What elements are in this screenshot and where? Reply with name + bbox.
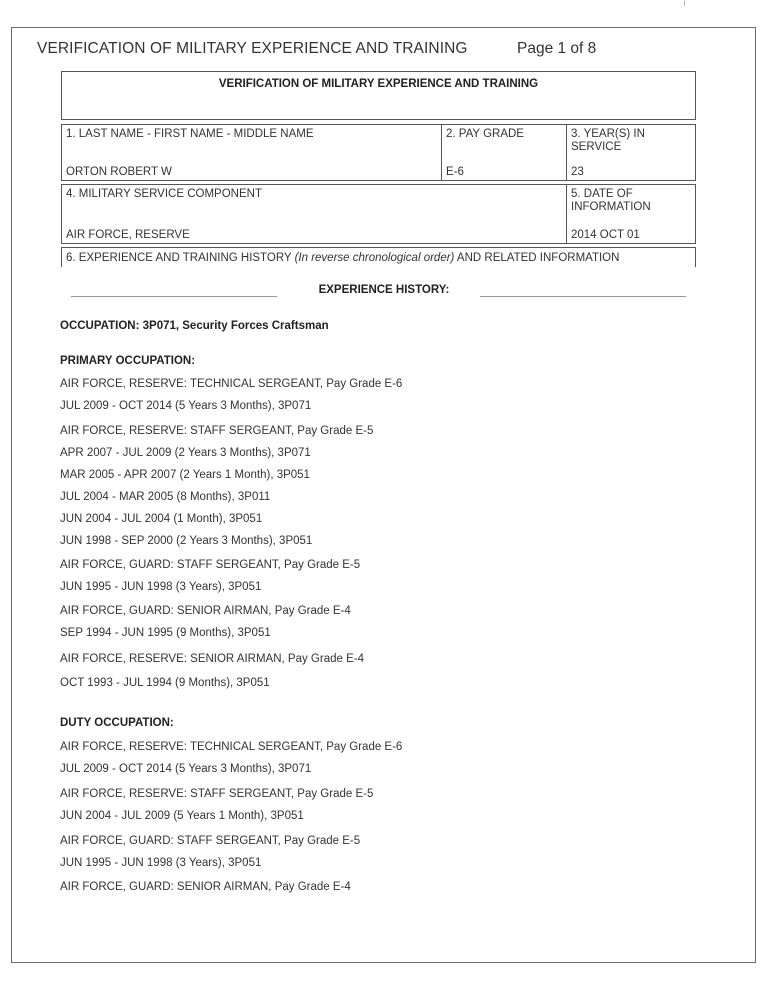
form-title: VERIFICATION OF MILITARY EXPERIENCE AND TRAINING [218,78,539,90]
history-label-end: AND RELATED INFORMATION [454,252,620,264]
history-line: AIR FORCE, GUARD: SENIOR AIRMAN, Pay Grade E-4 [60,605,351,617]
years-label-line2: SERVICE [571,141,622,153]
pay-grade-label: 2. PAY GRADE [446,128,524,140]
date-cell [566,184,696,244]
history-label [66,252,619,265]
history-label-start: 6. EXPERIENCE AND TRAINING HISTORY [66,252,295,264]
years-value: 23 [571,166,584,178]
years-label [571,128,645,154]
history-line: MAR 2005 - APR 2007 (2 Years 1 Month), 3P051 [60,469,310,481]
name-cell [61,124,442,181]
name-label: 1. LAST NAME - FIRST NAME - MIDDLE NAME [66,128,314,140]
experience-history-heading: EXPERIENCE HISTORY: [318,284,450,296]
occupation-line: OCCUPATION: 3P071, Security Forces Craftsman [60,320,329,332]
history-line: JUN 1998 - SEP 2000 (2 Years 3 Months), 3P051 [60,535,313,547]
history-line: AIR FORCE, RESERVE: STAFF SERGEANT, Pay Grade E-5 [60,425,374,437]
history-line: APR 2007 - JUL 2009 (2 Years 3 Months), 3P071 [60,447,311,459]
history-line: JUL 2009 - OCT 2014 (5 Years 3 Months), 3P071 [60,763,312,775]
history-line: AIR FORCE, GUARD: STAFF SERGEANT, Pay Grade E-5 [60,835,361,847]
duty-occupation-heading: DUTY OCCUPATION: [60,717,174,729]
date-label [571,188,651,214]
history-line: JUN 2004 - JUL 2004 (1 Month), 3P051 [60,513,263,525]
component-cell [61,184,567,244]
history-line: JUL 2009 - OCT 2014 (5 Years 3 Months), 3P071 [60,400,312,412]
component-value: AIR FORCE, RESERVE [66,229,190,241]
history-line: JUN 2004 - JUL 2009 (5 Years 1 Month), 3P051 [60,810,304,822]
history-line: OCT 1993 - JUL 1994 (9 Months), 3P051 [60,677,270,689]
component-label: 4. MILITARY SERVICE COMPONENT [66,188,262,200]
history-line: SEP 1994 - JUN 1995 (9 Months), 3P051 [60,627,271,639]
primary-occupation-heading: PRIMARY OCCUPATION: [60,355,196,367]
date-label-line2: INFORMATION [571,201,651,213]
history-cell [61,247,696,267]
history-line: AIR FORCE, RESERVE: STAFF SERGEANT, Pay Grade E-5 [60,788,374,800]
heading-rule-right [480,296,686,297]
years-label-line1: 3. YEAR(S) IN [571,128,645,140]
name-value: ORTON ROBERT W [66,166,172,178]
form-title-box [61,71,696,120]
page-number: Page 1 of 8 [517,40,597,57]
history-line: AIR FORCE, RESERVE: TECHNICAL SERGEANT, Pay Grade E-6 [60,378,403,390]
pay-grade-cell [441,124,567,181]
history-line: AIR FORCE, RESERVE: TECHNICAL SERGEANT, Pay Grade E-6 [60,741,403,753]
pay-grade-value: E-6 [446,166,464,178]
history-line: AIR FORCE, GUARD: STAFF SERGEANT, Pay Grade E-5 [60,559,361,571]
heading-rule-left [71,296,277,297]
history-line: AIR FORCE, RESERVE: SENIOR AIRMAN, Pay Grade E-4 [60,653,364,665]
history-line: JUN 1995 - JUN 1998 (3 Years), 3P051 [60,857,262,869]
history-line: JUN 1995 - JUN 1998 (3 Years), 3P051 [60,581,262,593]
page-header-title: VERIFICATION OF MILITARY EXPERIENCE AND TRAINING [37,40,468,57]
date-label-line1: 5. DATE OF [571,188,633,200]
scan-mark [684,0,685,6]
date-value: 2014 OCT 01 [571,229,640,241]
history-label-italic: (In reverse chronological order) [294,252,455,264]
history-line: JUL 2004 - MAR 2005 (8 Months), 3P011 [60,491,271,503]
history-line: AIR FORCE, GUARD: SENIOR AIRMAN, Pay Grade E-4 [60,881,351,893]
years-cell [566,124,696,181]
